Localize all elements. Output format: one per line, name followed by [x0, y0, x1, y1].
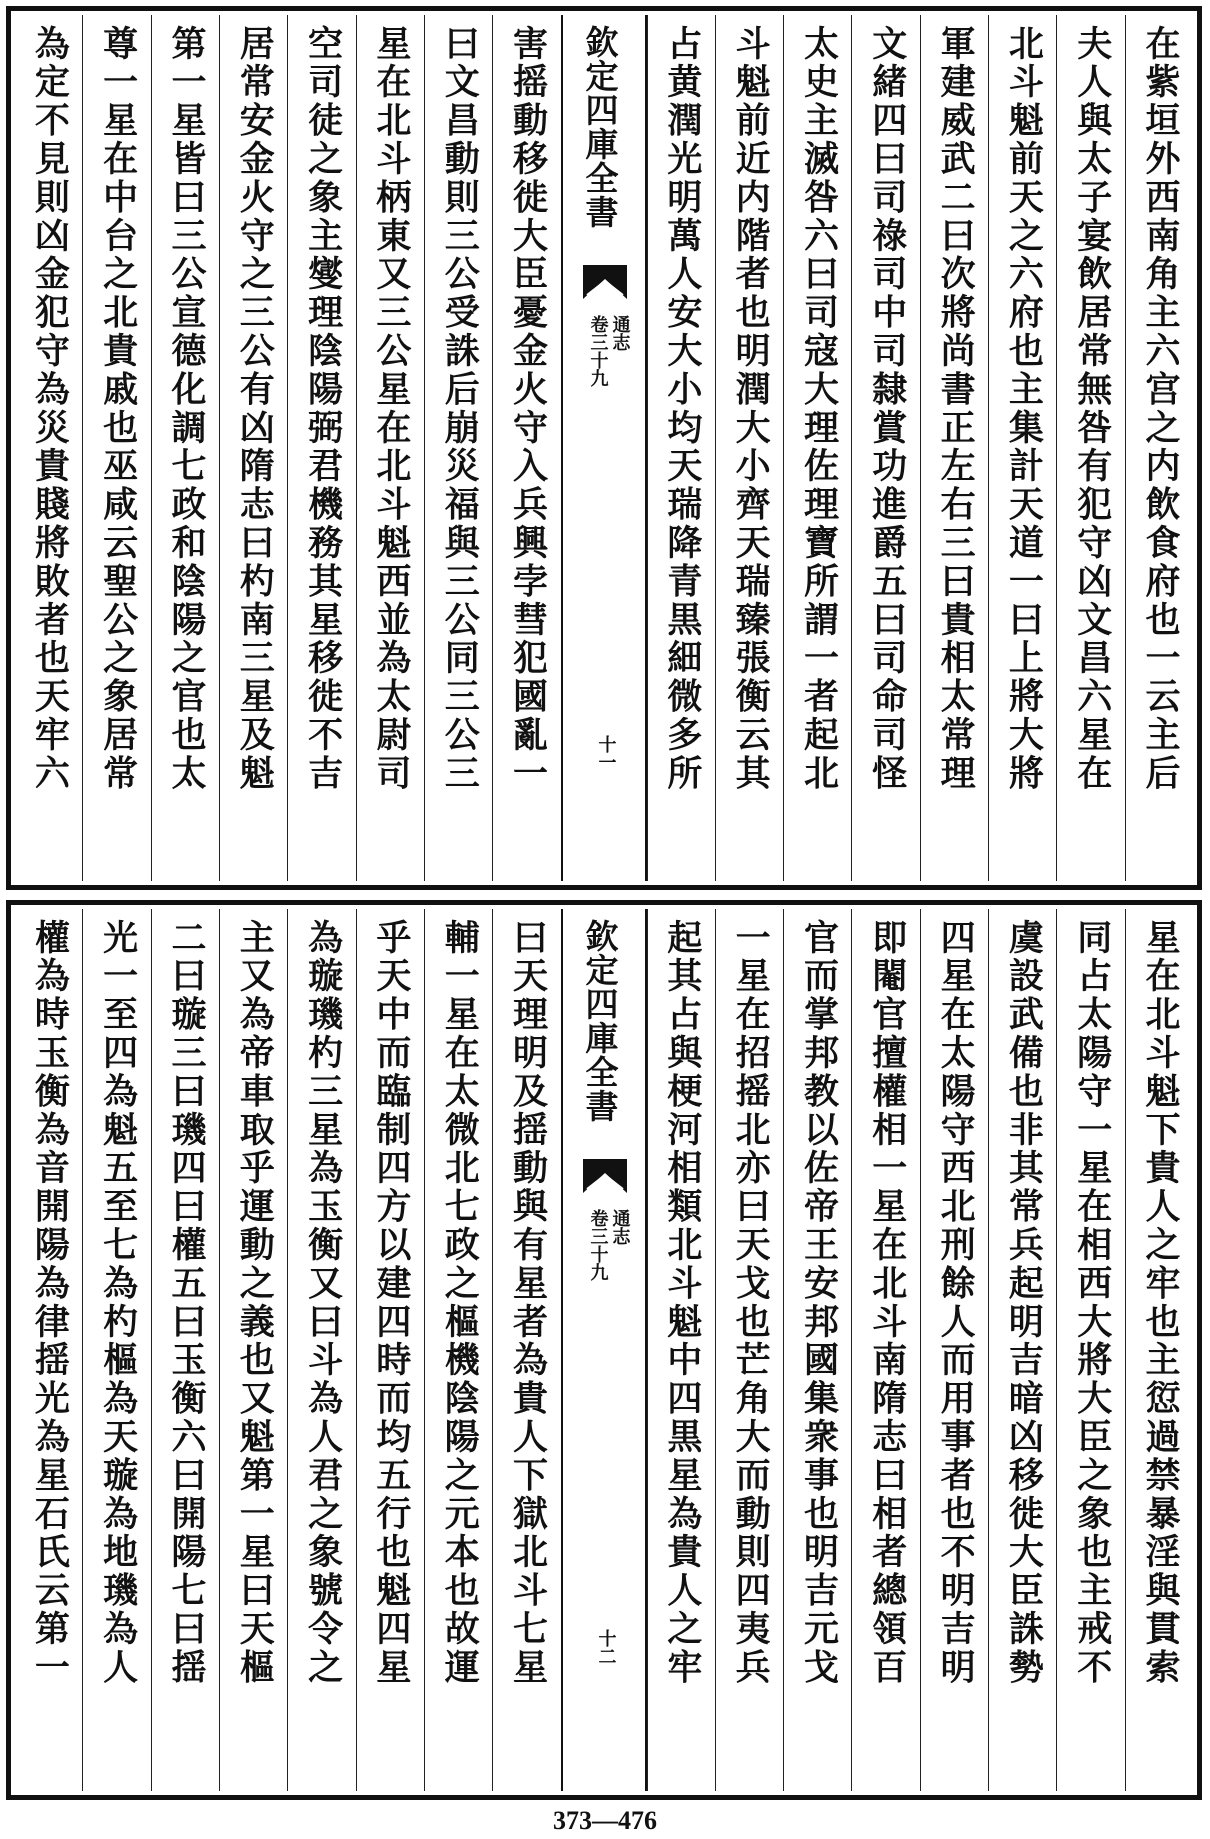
text-column: 四星在太陽守西北刑餘人而用事者也不明吉明: [920, 909, 988, 1791]
volume-number: 卷三十九: [587, 315, 609, 387]
text-column: 星在北斗柄東又三公星在北斗魁西並為太尉司: [356, 15, 424, 881]
text-column: 即閹官擅權相一星在北斗南隋志曰相者總領百: [851, 909, 919, 1791]
text-column: 光一至四為魁五至七為杓樞為天璇為地璣為人: [82, 909, 150, 1791]
text-column: 主又為帝車取乎運動之義也又魁第一星曰天樞: [219, 909, 287, 1791]
text-column: 夫人與太子宴飲居常無咎有犯守凶文昌六星在: [1056, 15, 1124, 881]
top-page-frame: [6, 6, 1202, 890]
page-center-margin: [561, 15, 647, 881]
text-column: 北斗魁前天之六府也主集計天道一曰上將大將: [988, 15, 1056, 881]
leaf-number: 十一: [595, 735, 617, 771]
text-column: 曰文昌動則三公受誅后崩災福與三公同三公三: [424, 15, 492, 881]
text-column: 星在北斗魁下貴人之牢也主愆過禁暴淫與貫索: [1125, 909, 1193, 1791]
leaf-number: 十二: [595, 1629, 617, 1665]
text-column: 第一星皆曰三公宣德化調七政和陰陽之官也太: [151, 15, 219, 881]
text-column: 曰天理明及揺動與有星者為貴人下獄北斗七星: [492, 909, 560, 1791]
text-column: 一星在招摇北亦曰天戈也芒角大而動則四夷兵: [715, 909, 783, 1791]
book-title: 欽定四庫全書: [580, 919, 620, 1123]
text-column: 輔一星在太微北七政之樞機陰陽之元本也故運: [424, 909, 492, 1791]
text-column: 害摇動移徙大臣憂金火守入兵興孛彗犯國亂一: [492, 15, 560, 881]
volume-label: [579, 315, 631, 387]
scan-page-reference: 373—476: [553, 1806, 657, 1835]
page-center-margin: [561, 909, 647, 1791]
book-section-name: 通志: [609, 1209, 631, 1245]
text-column: 權為時玉衡為音開陽為律揺光為星石氏云第一: [29, 919, 71, 1687]
volume-label: [579, 1209, 631, 1281]
text-column: 虞設武備也非其常兵起明吉暗凶移徙大臣誅勢: [988, 909, 1056, 1791]
text-column: 占黄潤光明萬人安大小均天瑞降青黒細微多所: [647, 15, 715, 881]
text-column: 乎天中而臨制四方以建四時而均五行也魁四星: [356, 909, 424, 1791]
book-title: 欽定四庫全書: [580, 25, 620, 229]
fish-tail-mark-icon: [583, 265, 627, 299]
text-column: 太史主滅咎六曰司寇大理佐理寶所謂一者起北: [783, 15, 851, 881]
text-column: 軍建威武二曰次將尚書正左右三曰貴相太常理: [920, 15, 988, 881]
top-page-columns: [15, 15, 1193, 881]
text-column: 二曰璇三曰璣四曰權五曰玉衡六曰開陽七曰揺: [151, 909, 219, 1791]
bottom-page-columns: [15, 909, 1193, 1791]
text-column: 為定不見則凶金犯守為災貴賤將敗者也天牢六: [29, 25, 71, 793]
text-column: 斗魁前近内階者也明潤大小齊天瑞臻張衡云其: [715, 15, 783, 881]
text-column: 尊一星在中台之北貴戚也巫咸云聖公之象居常: [82, 15, 150, 881]
fish-tail-mark-icon: [583, 1159, 627, 1193]
text-column: 空司徒之象主燮理陰陽弼君機務其星移徙不吉: [287, 15, 355, 881]
text-column: 為璇璣杓三星為玉衡又曰斗為人君之象號令之: [287, 909, 355, 1791]
volume-number: 卷三十九: [587, 1209, 609, 1281]
book-section-name: 通志: [609, 315, 631, 351]
bottom-page-frame: [6, 900, 1202, 1800]
text-column: 在紫垣外西南角主六宫之内飲食府也一云主后: [1125, 15, 1193, 881]
text-column: 同占太陽守一星在相西大將大臣之象也主戒不: [1056, 909, 1124, 1791]
text-column: 官而掌邦教以佐帝王安邦國集衆事也明吉元戈: [783, 909, 851, 1791]
text-column: 文緒四曰司祿司中司隸賞功進爵五曰司命司怪: [851, 15, 919, 881]
text-column: 居常安金火守之三公有凶隋志曰杓南三星及魁: [219, 15, 287, 881]
text-column: 起其占與梗河相類北斗魁中四黒星為貴人之牢: [647, 909, 715, 1791]
